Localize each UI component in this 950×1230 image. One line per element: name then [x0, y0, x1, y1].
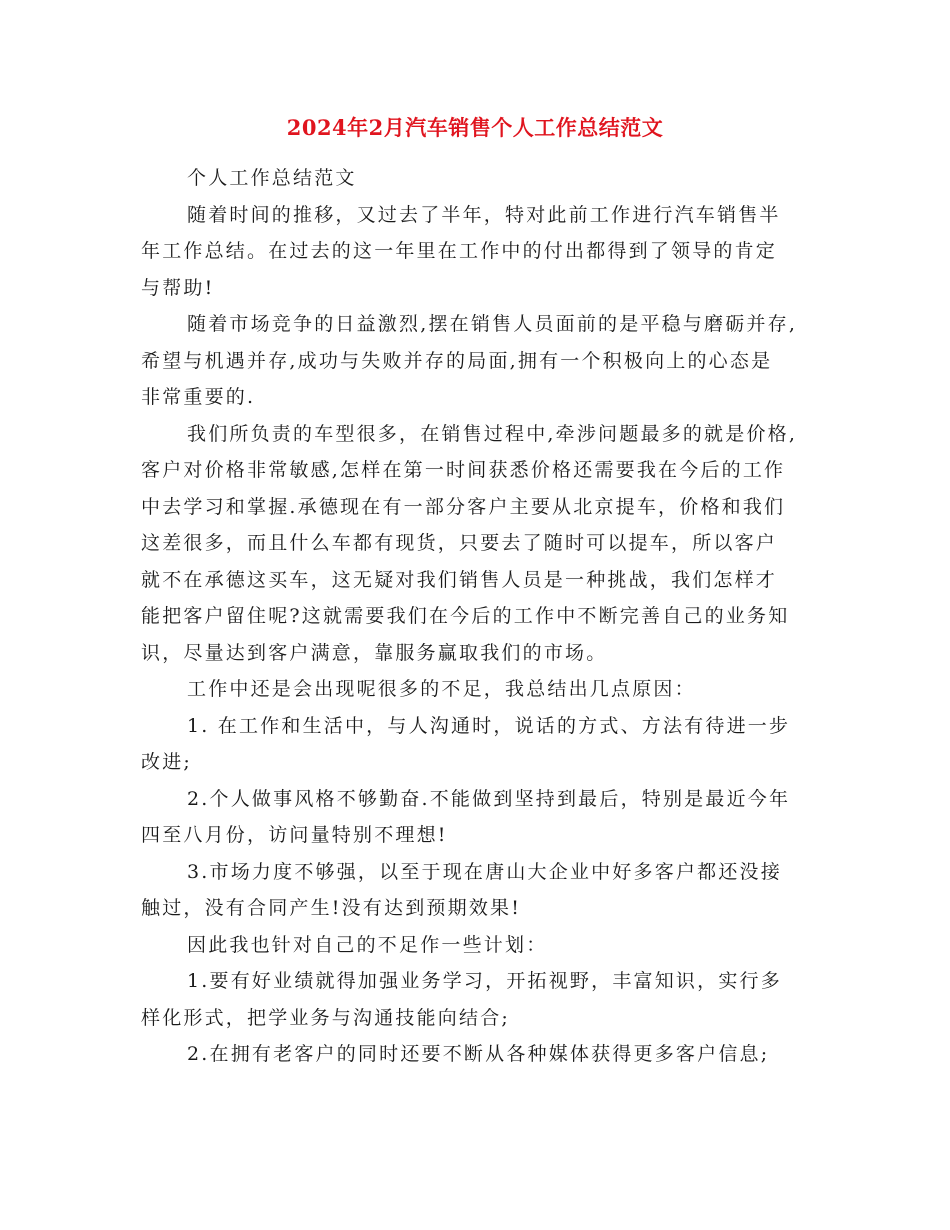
- text-line: 与帮助!: [141, 276, 215, 299]
- text-line: 能把客户留住呢?这就需要我们在今后的工作中不断完善自己的业务知: [141, 605, 790, 627]
- text-line: 四至八月份，访问量特别不理想!: [141, 824, 448, 846]
- text-line: 3.市场力度不够强，以至于现在唐山大企业中好多客户都还没接: [187, 860, 782, 883]
- text-line: 我们所负责的车型很多，在销售过程中,牵涉问题最多的就是价格,: [187, 422, 798, 445]
- text-line: 2.个人做事风格不够勤奋.不能做到坚持到最后，特别是最近今年: [187, 787, 791, 810]
- text-line: 随着时间的推移，又过去了半年，特对此前工作进行汽车销售半: [187, 203, 781, 226]
- text-line: 中去学习和掌握.承德现在有一部分客户主要从北京提车，价格和我们: [141, 495, 786, 518]
- text-line: 这差很多，而且什么车都有现货，只要去了随时可以提车，所以客户: [141, 532, 778, 554]
- text-line: 1. 在工作和生活中，与人沟通时，说话的方式、方法有待进一步: [187, 714, 791, 737]
- text-line: 工作中还是会出现呢很多的不足，我总结出几点原因：: [187, 678, 696, 700]
- text-line: 识，尽量达到客户满意，靠服务赢取我们的市场。: [141, 641, 608, 664]
- text-line: 2.在拥有老客户的同时还要不断从各种媒体获得更多客户信息;: [187, 1043, 770, 1065]
- text-line: 随着市场竞争的日益激烈,摆在销售人员面前的是平稳与磨砺并存,: [187, 313, 798, 335]
- text-line: 客户对价格非常敏感,怎样在第一时间获悉价格还需要我在今后的工作: [141, 459, 786, 481]
- text-line: 改进;: [141, 751, 193, 773]
- text-line: 样化形式，把学业务与沟通技能向结合;: [141, 1006, 511, 1029]
- text-line: 就不在承德这买车，这无疑对我们销售人员是一种挑战，我们怎样才: [141, 568, 778, 591]
- text-line: 触过，没有合同产生!没有达到预期效果!: [141, 897, 522, 919]
- text-line: 个人工作总结范文: [187, 167, 357, 189]
- document-body: [141, 160, 811, 1073]
- document-title: 2024年2月汽车销售个人工作总结范文: [286, 115, 664, 140]
- text-line: 因此我也针对自己的不足作一些计划：: [187, 933, 548, 956]
- text-line: 年工作总结。在过去的这一年里在工作中的付出都得到了领导的肯定: [141, 240, 778, 262]
- text-line: 希望与机遇并存,成功与失败并存的局面,拥有一个积极向上的心态是: [141, 349, 773, 372]
- text-line: 非常重要的.: [141, 386, 256, 408]
- text-line: 1.要有好业绩就得加强业务学习，开拓视野，丰富知识，实行多: [187, 970, 782, 992]
